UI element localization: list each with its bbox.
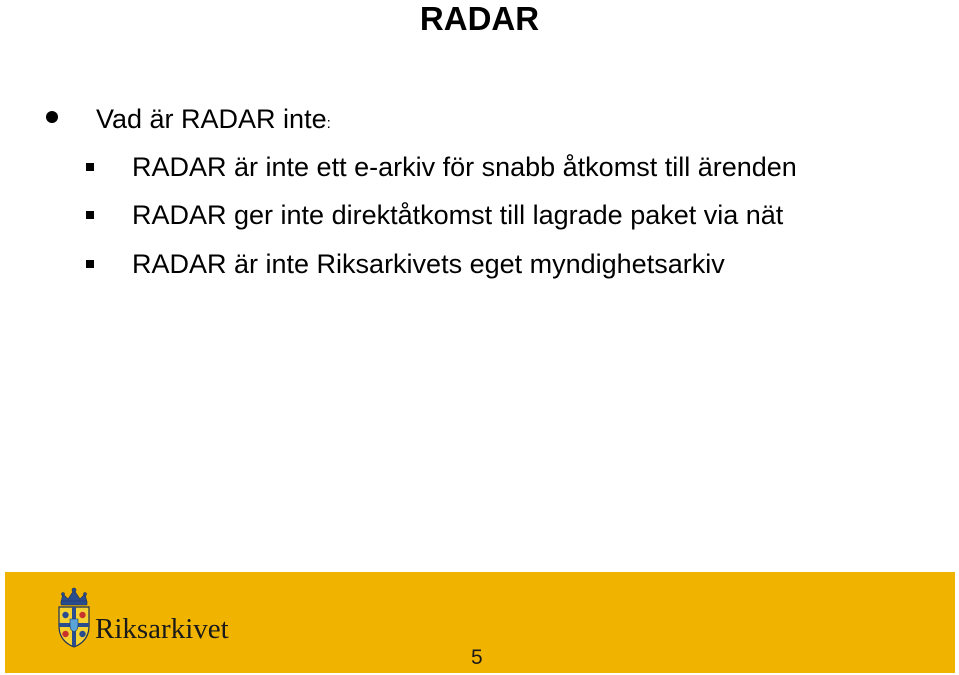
sub-bullet-text: RADAR är inte Riksarkivets eget myndighetsarkiv xyxy=(132,249,725,279)
brand-name: Riksarkivet xyxy=(95,613,229,645)
slide-title: RADAR xyxy=(419,0,540,37)
footer-bar xyxy=(5,572,955,673)
main-bullet-text: Vad är RADAR inte: xyxy=(96,104,331,134)
sub-bullet-text: RADAR ger inte direktåtkomst till lagrade paket via nät xyxy=(132,200,784,230)
square-bullet-icon xyxy=(86,260,94,268)
sub-bullet-text: RADAR är inte ett e-arkiv för snabb åtkomst till ärenden xyxy=(132,152,797,182)
square-bullet-icon xyxy=(86,211,94,219)
round-bullet-icon xyxy=(46,111,58,123)
main-bullet-colon: : xyxy=(326,115,331,132)
page-number: 5 xyxy=(471,646,483,669)
riksarkivet-crest-icon xyxy=(53,586,95,650)
square-bullet-icon xyxy=(86,163,94,171)
